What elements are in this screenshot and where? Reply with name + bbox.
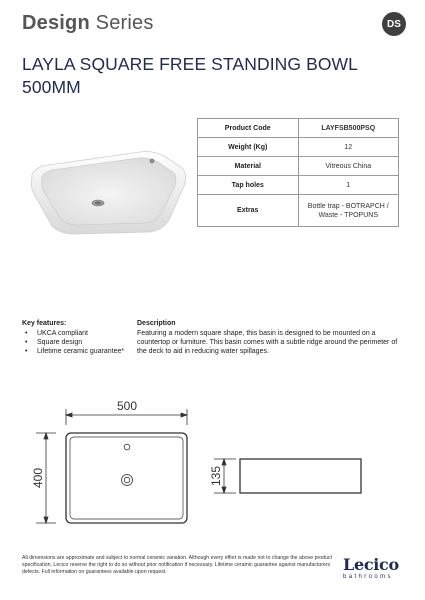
basin-product-image bbox=[22, 148, 192, 238]
spec-label: Material bbox=[198, 157, 299, 176]
list-item: • Square design bbox=[25, 338, 130, 347]
spec-row bbox=[198, 176, 399, 195]
depth-dimension-label: 400 bbox=[31, 467, 45, 489]
spec-value: LAYFSB500PSQ bbox=[298, 119, 399, 138]
description-heading: Description bbox=[137, 320, 176, 327]
spec-value: 1 bbox=[298, 176, 399, 195]
spec-label: Product Code bbox=[198, 119, 299, 138]
spec-value: Bottle trap - BOTRAPCH / Waste - TPOPUNS bbox=[298, 195, 399, 227]
ds-badge: DS bbox=[382, 12, 406, 36]
width-dimension-label: 500 bbox=[116, 399, 138, 413]
spec-value: Vitreous China bbox=[298, 157, 399, 176]
logo-wordmark: Lecico bbox=[343, 555, 399, 574]
spec-value: 12 bbox=[298, 138, 399, 157]
spec-row bbox=[198, 157, 399, 176]
key-features-heading: Key features: bbox=[22, 320, 67, 327]
series-brand-bold: Design bbox=[22, 12, 90, 34]
key-features-list bbox=[25, 329, 130, 356]
spec-row bbox=[198, 195, 399, 227]
spec-table bbox=[197, 118, 399, 227]
list-item: • UKCA compliant bbox=[25, 329, 130, 338]
description-text: Featuring a modern square shape, this basin is designed to be mounted on a countertop or furniture. This basin comes with a subtle ridge around the perimeter of the deck to aid in reducing water spillages. bbox=[137, 330, 398, 355]
spec-label: Extras bbox=[198, 195, 299, 227]
product-title: LAYLA SQUARE FREE STANDING BOWL 500MM bbox=[22, 54, 358, 97]
height-dimension-label: 135 bbox=[209, 465, 223, 487]
technical-drawing bbox=[0, 395, 425, 535]
spec-label: Tap holes bbox=[198, 176, 299, 195]
disclaimer-text: All dimensions are approximate and subject to normal ceramic variation. Although every effort is made not to change the above product specification, Lecico reserve the right to do so without prior notification if necessary. Lifetime ceramic guarantee against manufacturers defects. Full information on guarantees available upon request. bbox=[22, 555, 332, 575]
list-item: • Lifetime ceramic guarantee* bbox=[25, 347, 130, 356]
spec-row bbox=[198, 138, 399, 157]
series-heading bbox=[22, 12, 154, 35]
series-brand-light: Series bbox=[95, 12, 154, 34]
spec-label: Weight (Kg) bbox=[198, 138, 299, 157]
lecico-logo bbox=[343, 557, 413, 580]
spec-row bbox=[198, 119, 399, 138]
logo-tagline: bathrooms bbox=[343, 574, 393, 580]
